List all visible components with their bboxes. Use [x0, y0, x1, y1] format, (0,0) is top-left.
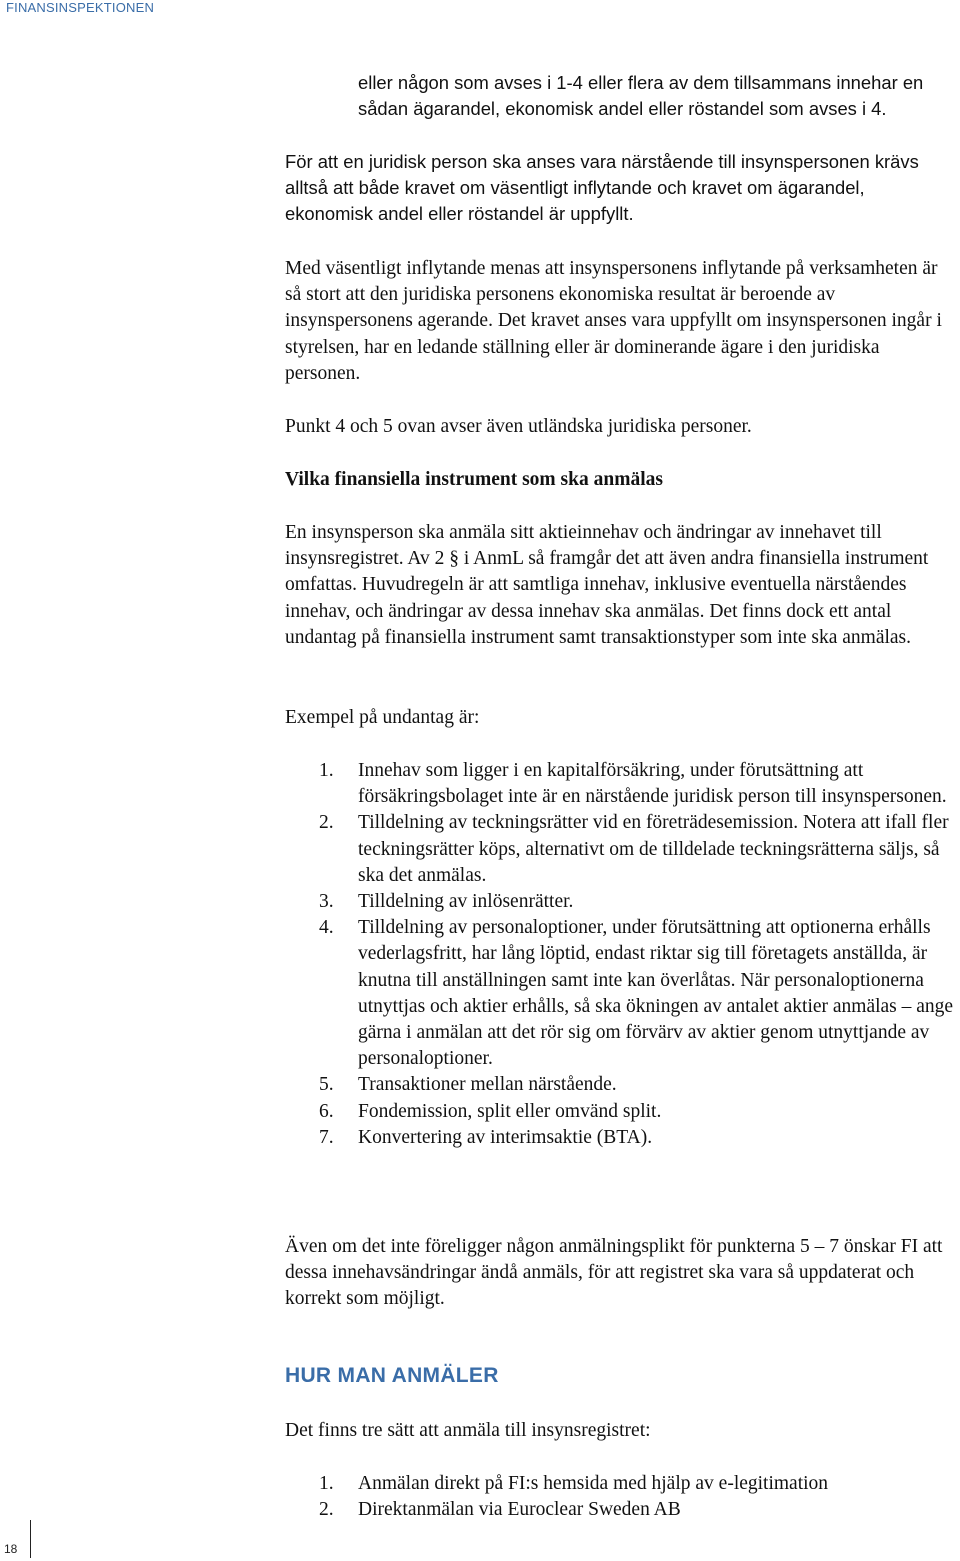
methods-list [285, 1471, 960, 1523]
list-item: 6. Fondemission, split eller omvänd split. [319, 1100, 662, 1122]
list-item: 1. Innehav som ligger i en kapitalförsäkring, under förutsättning att försäkringsbolaget inte är en närstående juridisk person till insynspersonen. [319, 760, 947, 808]
list-item: 2. Direktanmälan via Euroclear Sweden AB [319, 1499, 681, 1521]
paragraph-significant-influence: Med väsentligt inflytande menas att insynspersonens inflytande på verksamheten är så stort att den juridiska personens ekonomiska resultat är beroende av insynspersonens agerande. Det kravet anses vara uppfyllt om insynspersonen ingår i styrelsen, har en ledande ställning eller är dominerande ägare i den juridiska personen. [285, 258, 942, 384]
list-item: 2. Tilldelning av teckningsrätter vid en företrädesemission. Notera att ifall fler teckningsrätter köps, alternativt om de tilldelade teckningsrätterna säljs, så ska det anmälas. [319, 812, 949, 886]
paragraph-reporting-obligation: En insynsperson ska anmäla sitt aktieinnehav och ändringar av innehavet till insynsregistret. Av 2 § i AnmL så framgår det att även andra finansiella instrument omfattas. Huvudregeln är att samtliga innehav, inklusive eventuella närståendes innehav, och ändringar av dessa innehav ska anmälas. Det finns dock ett antal undantag på finansiella instrument samt transaktionstyper som inte ska anmälas. [285, 522, 929, 648]
paragraph-voluntary-reporting: Även om det inte föreligger någon anmälningsplikt för punkterna 5 – 7 önskar FI att dessa innehavsändringar ändå anmäls, för att registret ska vara så uppdaterat och korrekt som möjligt. [285, 1236, 943, 1310]
page-number: 18 [4, 1542, 18, 1556]
continuation-paragraph: eller någon som avses i 1-4 eller flera av dem tillsammans innehar en sådan ägarandel, ekonomisk andel eller röstandel som avses i 4. [358, 72, 924, 120]
paragraph-exceptions-intro: Exempel på undantag är: [285, 707, 480, 728]
list-item: 4. Tilldelning av personaloptioner, under förutsättning att optionerna erhålls vederlagsfritt, har lång löptid, endast riktar sig till företagets anställda, är knutna till anställningen samt inte kan överlåtas. När personaloptionerna utnyttjas och aktier erhålls, så ska ökningen av antalet aktier anmälas – ange gärna i anmälan att det rör sig om förvärv av aktier genom utnyttjande av personaloptioner. [319, 917, 954, 1070]
paragraph-methods-intro: Det finns tre sätt att anmäla till insynsregistret: [285, 1420, 651, 1441]
margin-divider [30, 1520, 31, 1558]
list-item: 5. Transaktioner mellan närstående. [319, 1074, 617, 1096]
exceptions-list [285, 758, 960, 1151]
paragraph-related-legal-person: För att en juridisk person ska anses vara närstående till insynspersonen krävs alltså att både kravet om väsentligt inflytande och kravet om ägarandel, ekonomisk andel eller röstandel är uppfyllt. [285, 151, 919, 225]
list-item: 1. Anmälan direkt på FI:s hemsida med hjälp av e-legitimation [319, 1473, 829, 1494]
list-item: 7. Konvertering av interimsaktie (BTA). [319, 1126, 653, 1148]
subheading-instruments: Vilka finansiella instrument som ska anmälas [285, 469, 663, 490]
paragraph-foreign-entities: Punkt 4 och 5 ovan avser även utländska juridiska personer. [285, 416, 752, 437]
list-item: 3. Tilldelning av inlösenrätter. [319, 891, 574, 913]
section-heading-how-to-report: HUR MAN ANMÄLER [285, 1364, 499, 1387]
publisher-header: FINANSINSPEKTIONEN [6, 0, 155, 15]
